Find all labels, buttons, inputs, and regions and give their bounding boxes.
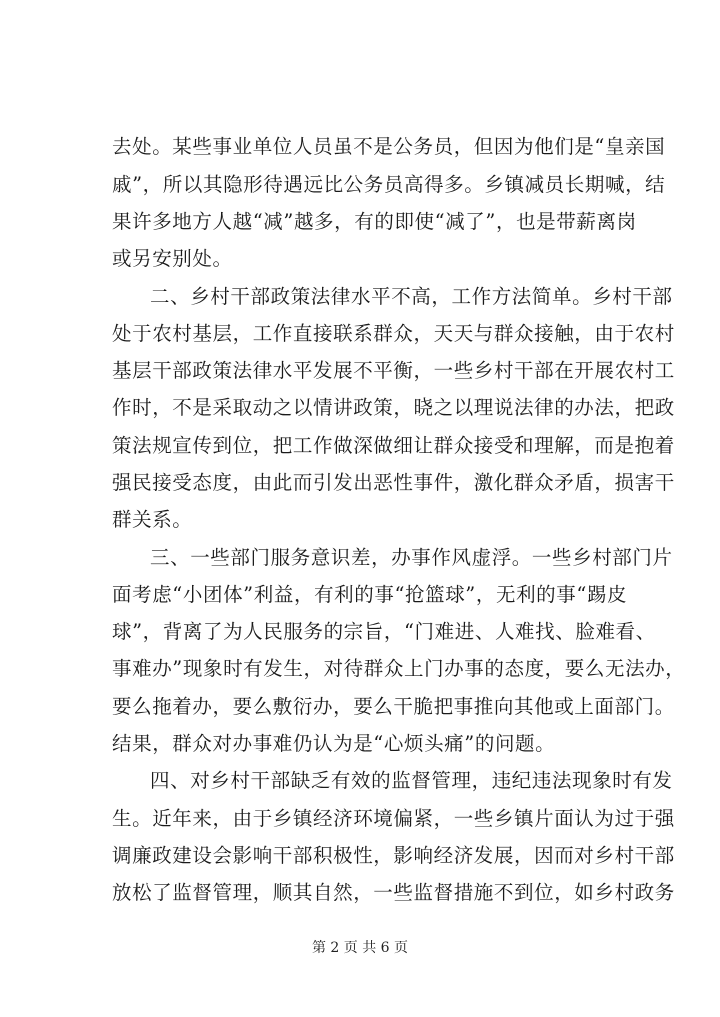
text-line: 戚”，所以其隐形待遇远比公务员高得多。乡镇减员长期喊，结 [112, 173, 666, 196]
text-line: 群关系。 [112, 508, 193, 531]
text-line: 放松了监督管理，顺其自然，一些监督措施不到位，如乡村政务 [112, 881, 675, 904]
text-line: 强民接受态度，由此而引发出恶性事件，激化群众矛盾，损害干 [112, 471, 675, 494]
text-line: 事难办”现象时有发生，对待群众上门办事的态度，要么无法办， [112, 657, 686, 680]
text-line: 去处。某些事业单位人员虽不是公务员，但因为他们是“皇亲国 [112, 135, 666, 158]
paragraph-3-first-line: 三、一些部门服务意识差，办事作风虚浮。一些乡村部门片 [150, 546, 673, 569]
text-line: 要么拖着办，要么敷衍办，要么干脆把事推向其他或上面部门。 [112, 695, 675, 718]
text-line: 调廉政建设会影响干部积极性，影响经济发展，因而对乡村干部 [112, 844, 675, 867]
page-number-footer: 第 2 页 共 6 页 [311, 940, 409, 956]
text-line: 球”，背离了为人民服务的宗旨，“门难进、人难找、脸难看、 [112, 620, 656, 643]
text-line: 生。近年来，由于乡镇经济环境偏紧，一些乡镇片面认为过于强 [112, 807, 675, 830]
text-line: 面考虑“小团体”利益，有利的事“抢篮球”，无利的事“踢皮 [112, 583, 628, 606]
text-line: 作时，不是采取动之以情讲政策，晓之以理说法律的办法，把政 [112, 396, 675, 419]
paragraph-4-first-line: 四、对乡村干部缺乏有效的监督管理，违纪违法现象时有发 [150, 769, 673, 792]
paragraph-2-first-line: 二、乡村干部政策法律水平不高，工作方法简单。乡村干部 [150, 285, 673, 308]
text-line: 结果，群众对办事难仍认为是“心烦头痛”的问题。 [112, 732, 556, 755]
text-line: 基层干部政策法律水平发展不平衡，一些乡村干部在开展农村工 [112, 359, 675, 382]
text-line: 或另安别处。 [112, 247, 233, 270]
text-line: 处于农村基层，工作直接联系群众，天天与群众接触，由于农村 [112, 322, 675, 345]
text-line: 策法规宣传到位，把工作做深做细让群众接受和理解，而是抱着 [112, 434, 675, 457]
text-line: 果许多地方人越“减”越多，有的即使“减了”，也是带薪离岗 [112, 210, 637, 233]
